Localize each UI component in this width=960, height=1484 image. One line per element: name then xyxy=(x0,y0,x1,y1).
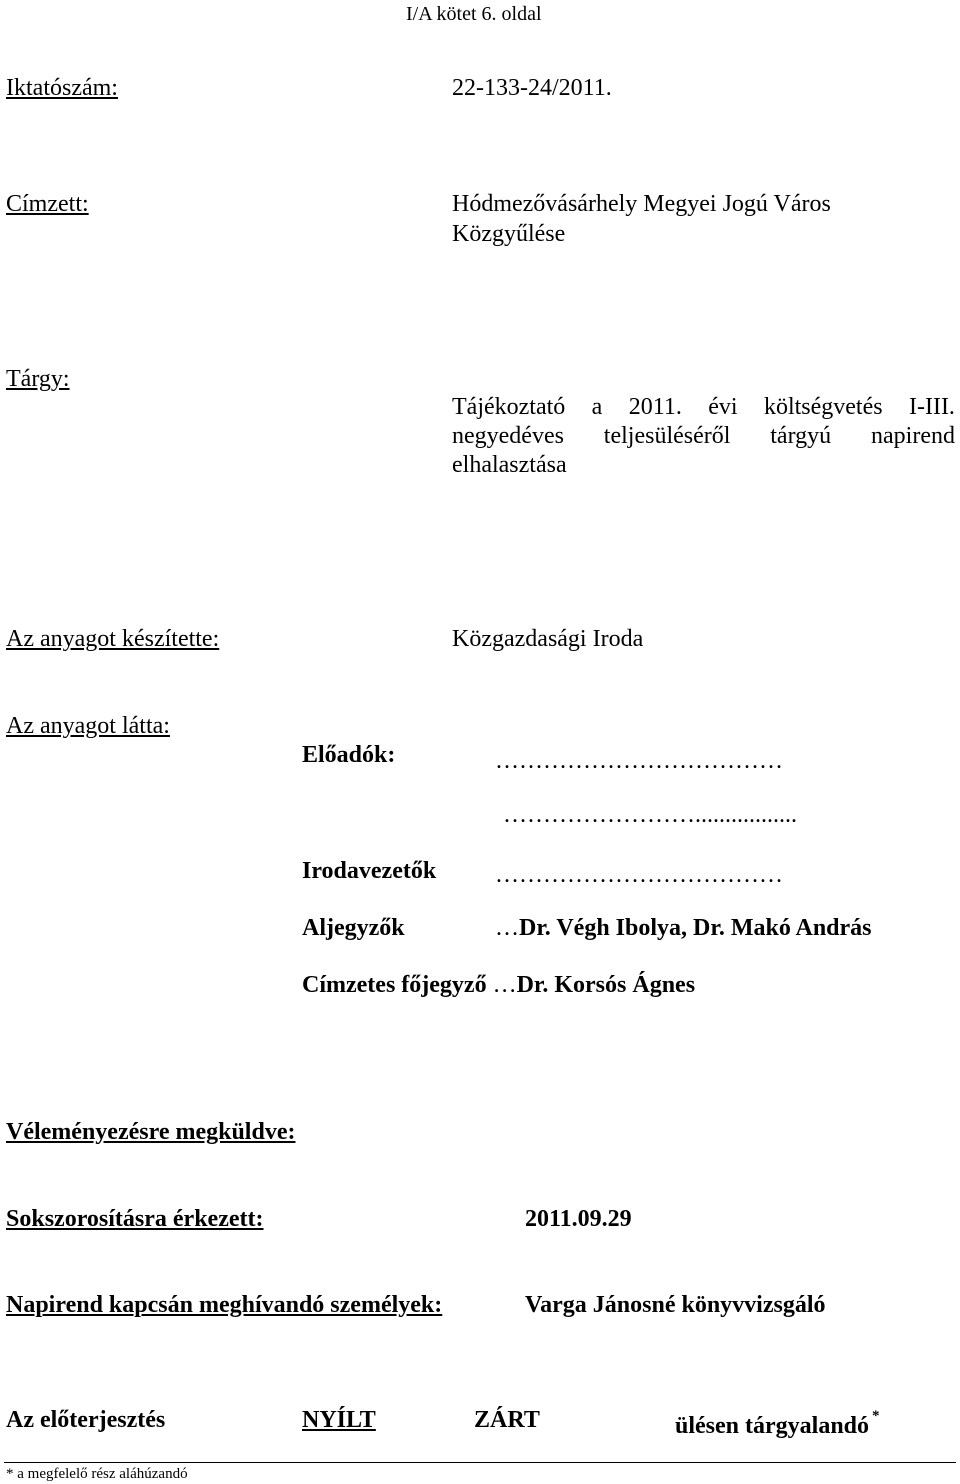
addressee-line-1: Hódmezővásárhely Megyei Jogú Város xyxy=(452,191,831,217)
session-label: Az előterjesztés xyxy=(6,1407,166,1433)
office-heads-label: Irodavezetők xyxy=(302,858,437,884)
deputy-clerks-label: Aljegyzők xyxy=(302,915,405,941)
presenters-label: Előadók: xyxy=(302,742,396,768)
deputy-clerks-row xyxy=(495,913,872,943)
footnote-divider xyxy=(4,1462,956,1463)
subject-word: költségvetés xyxy=(763,394,883,420)
deputy-clerks-value: Dr. Végh Ibolya, Dr. Makó András xyxy=(519,915,872,941)
invitees-value: Varga Jánosné könyvvizsgáló xyxy=(525,1292,826,1318)
chief-clerk-row xyxy=(302,970,695,1000)
presenters-dots-2: ……………………................. xyxy=(503,802,797,828)
session-suffix: ülésen tárgyalandó xyxy=(675,1413,870,1439)
subject-label: Tárgy: xyxy=(6,366,70,392)
subject-word: teljesüléséről xyxy=(603,423,731,449)
footnote-text: * a megfelelő rész aláhúzandó xyxy=(6,1466,188,1482)
prepared-by-label: Az anyagot készítette: xyxy=(6,626,220,652)
subject-word: évi xyxy=(708,394,738,420)
registration-number: 22-133-24/2011. xyxy=(452,75,612,101)
subject-word: tárgyú xyxy=(770,423,832,449)
footnote-mark: * xyxy=(872,1408,880,1424)
subject-word: 2011. xyxy=(628,394,682,420)
addressee-line-2: Közgyűlése xyxy=(452,221,566,247)
addressee-label: Címzett: xyxy=(6,191,89,217)
session-suffix-row xyxy=(675,1405,880,1441)
subject-word: negyedéves xyxy=(452,423,564,449)
registration-label: Iktatószám: xyxy=(6,75,118,101)
subject-line-3: elhalasztása xyxy=(452,452,567,478)
chief-clerk-dots: … xyxy=(492,972,517,998)
chief-clerk-value: Dr. Korsós Ágnes xyxy=(516,972,696,998)
presenters-dots-1: ……………………………… xyxy=(495,748,783,774)
subject-word: I-III. xyxy=(908,394,955,420)
subject-line-1 xyxy=(452,392,955,422)
session-closed-option: ZÁRT xyxy=(474,1407,540,1433)
office-heads-dots: ……………………………… xyxy=(495,862,783,888)
page-header: I/A kötet 6. oldal xyxy=(406,3,542,25)
deputy-clerks-dots: … xyxy=(495,915,519,941)
copy-received-date: 2011.09.29 xyxy=(525,1206,632,1232)
opinion-sent-label: Véleményezésre megküldve: xyxy=(6,1119,296,1145)
subject-word: napirend xyxy=(871,423,955,449)
chief-clerk-label: Címzetes főjegyző xyxy=(302,972,487,998)
subject-word: a xyxy=(591,394,603,420)
prepared-by-value: Közgazdasági Iroda xyxy=(452,626,644,652)
invitees-label: Napirend kapcsán meghívandó személyek: xyxy=(6,1292,443,1318)
copy-received-label: Sokszorosításra érkezett: xyxy=(6,1206,264,1232)
reviewed-by-label: Az anyagot látta: xyxy=(6,713,170,739)
session-open-option: NYÍLT xyxy=(302,1407,376,1433)
subject-line-2 xyxy=(452,421,955,451)
subject-word: Tájékoztató xyxy=(452,394,566,420)
